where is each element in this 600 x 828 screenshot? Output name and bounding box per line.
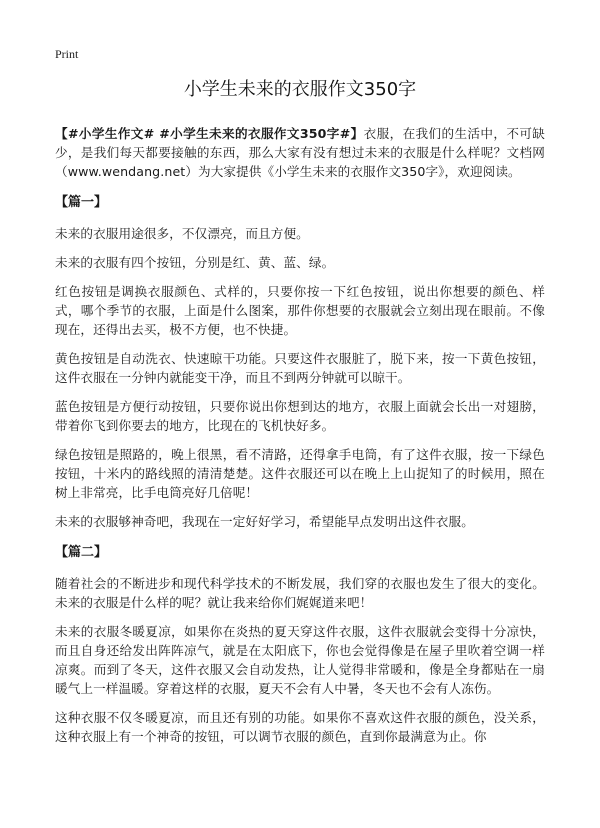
print-link[interactable]: Print <box>55 47 79 61</box>
paragraph: 黄色按钮是自动洗衣、快速晾干功能。只要这件衣服脏了，脱下来，按一下黄色按钮，这件衣服在一分钟内就能变干净，而且不到两分钟就可以晾干。 <box>55 351 545 385</box>
section-heading-1: 【篇一】 <box>55 195 108 210</box>
website-link[interactable]: www.wendang.net <box>67 164 186 179</box>
intro-text-after-link: ）为大家提供《小学生未来的衣服作文350字》，欢迎阅读。 <box>185 164 521 179</box>
document-body <box>55 124 545 756</box>
paragraph: 这种衣服不仅冬暖夏凉，而且还有别的功能。如果你不喜欢这件衣服的颜色，没关系，这种衣服上有一个神奇的按钮，可以调节衣服的颜色，直到你最满意为止。你 <box>55 710 545 744</box>
paragraph: 随着社会的不断进步和现代科学技术的不断发展，我们穿的衣服也发生了很大的变化。未来的衣服是什么样的呢？就让我来给你们娓娓道来吧！ <box>55 576 545 610</box>
document-title: 小学生未来的衣服作文350字 <box>183 79 417 100</box>
paragraph: 绿色按钮是照路的，晚上很黑，看不清路，还得拿手电筒，有了这件衣服，按一下绿色按钮，十米内的路线照的清清楚楚。这件衣服还可以在晚上上山捉知了的时候用，照在树上非常亮，比手电筒亮好几倍呢！ <box>55 447 545 500</box>
paragraph: 未来的衣服有四个按钮，分别是红、黄、蓝、绿。 <box>55 255 335 270</box>
intro-paragraph <box>55 124 545 181</box>
paragraph: 未来的衣服用途很多，不仅漂亮，而且方便。 <box>55 226 309 241</box>
intro-text-before-link: 衣服，在我们的生活中，不可缺少，是我们每天都要接触的东西，那么大家有没有想过未来的衣服是什么样呢？文档网（ <box>55 126 546 179</box>
paragraph: 红色按钮是调换衣服颜色、式样的，只要你按一下红色按钮，说出你想要的颜色、样式，哪个季节的衣服，上面是什么图案，那件你想要的衣服就会立刻出现在眼前。不像现在，还得出去买，极不方便，也不快捷。 <box>55 284 545 337</box>
intro-tags: 【#小学生作文# #小学生未来的衣服作文350字#】 <box>55 126 364 141</box>
paragraph: 未来的衣服冬暖夏凉，如果你在炎热的夏天穿这件衣服，这件衣服就会变得十分凉快，而且自身还给发出阵阵凉气，就是在太阳底下，你也会觉得像是在屋子里吹着空调一样凉爽。而到了冬天，这件衣服又会自动发热，让人觉得非常暖和，像是全身都贴在一扇暖气上一样温暖。穿着这样的衣服，夏天不会有人中暑，冬天也不会有人冻伤。 <box>55 624 545 696</box>
paragraph: 未来的衣服够神奇吧，我现在一定好好学习，希望能早点发明出这件衣服。 <box>55 514 474 529</box>
section-heading-2: 【篇二】 <box>55 545 108 560</box>
paragraph: 蓝色按钮是方便行动按钮，只要你说出你想到达的地方，衣服上面就会长出一对翅膀，带着你飞到你要去的地方，比现在的飞机快好多。 <box>55 399 545 433</box>
